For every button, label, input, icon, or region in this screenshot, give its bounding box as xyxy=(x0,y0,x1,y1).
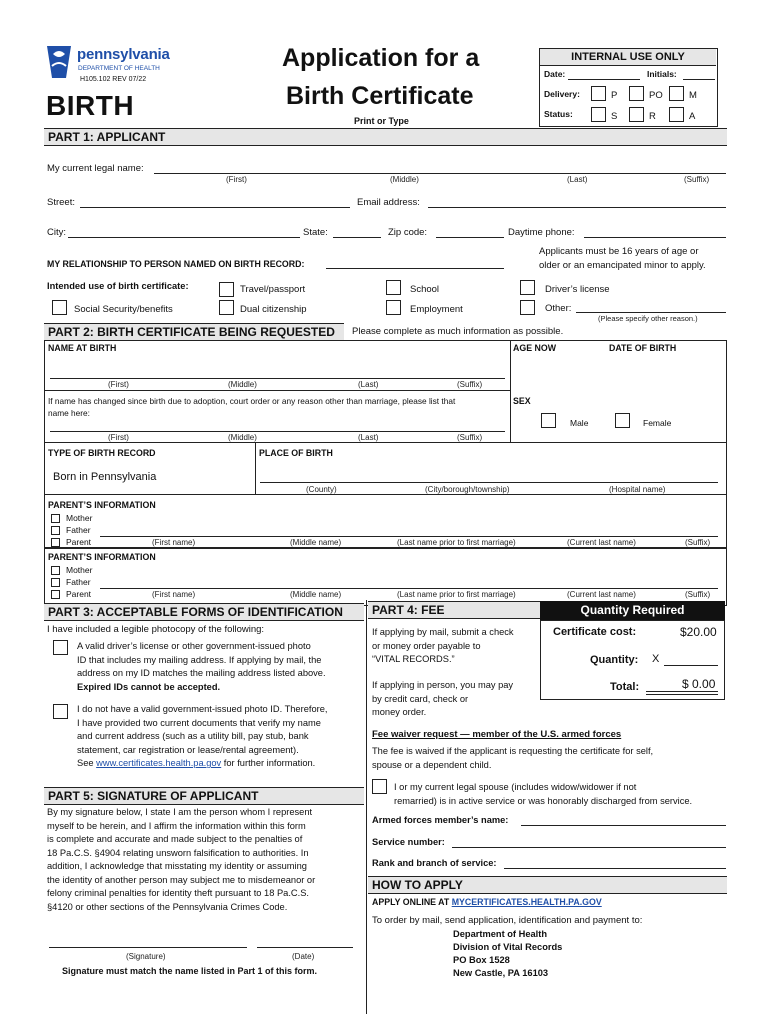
email-label: Email address: xyxy=(357,197,420,208)
use-drivers-label: Driver’s license xyxy=(545,284,610,295)
id-option1-text xyxy=(77,640,362,694)
armed-forces-line1: I or my current legal spouse (includes widow/widower if not xyxy=(394,782,637,792)
city-line[interactable] xyxy=(68,237,300,238)
internal-use-title: INTERNAL USE ONLY xyxy=(540,49,716,66)
street-label: Street: xyxy=(47,197,75,208)
further-info-text: for further information. xyxy=(223,758,316,768)
record-type-value: Born in Pennsylvania xyxy=(53,471,157,483)
parent1-name-line[interactable] xyxy=(100,536,718,537)
relationship-label: MY RELATIONSHIP TO PERSON NAMED ON BIRTH RECORD: xyxy=(47,259,305,269)
part1-header: PART 1: APPLICANT xyxy=(44,128,727,146)
quantity-label: Quantity: xyxy=(590,654,639,666)
id-option2-line3: and current address (such as a utility bill, pay stub, bank xyxy=(77,731,309,741)
id-option1-line3: address on my ID matches the mailing address listed above. xyxy=(77,668,326,678)
nc-suffix-caption: (Suffix) xyxy=(457,433,483,442)
use-dual-label: Dual citizenship xyxy=(240,304,307,315)
parent1-mother-checkbox[interactable] xyxy=(51,514,60,523)
waiver-title: Fee waiver request — member of the U.S. armed forces xyxy=(372,729,622,740)
legal-last-caption: (Last) xyxy=(567,175,588,184)
mycertificates-link[interactable]: MYCERTIFICATES.HEALTH.PA.GOV xyxy=(451,897,602,907)
name-change-note-1: If name has changed since birth due to adoption, court order or any reason other than marriage, please list that xyxy=(48,396,456,406)
nc-last-caption: (Last) xyxy=(358,433,379,442)
parent2-mother-checkbox[interactable] xyxy=(51,566,60,575)
parent2-father-label: Father xyxy=(66,577,91,587)
internal-delivery-label: Delivery: xyxy=(544,89,580,99)
nab-middle-caption: (Middle) xyxy=(228,380,257,389)
internal-initials-line xyxy=(683,79,715,80)
logo-department: DEPARTMENT OF HEALTH xyxy=(78,65,160,72)
p2-lastprior-caption: (Last name prior to first marriage) xyxy=(397,590,516,599)
id-option1-line1: A valid driver’s license or other government-issued photo xyxy=(77,641,311,651)
member-name-line[interactable] xyxy=(521,825,726,826)
zip-line[interactable] xyxy=(436,237,504,238)
rank-branch-label: Rank and branch of service: xyxy=(372,858,497,868)
part5-line4: 18 Pa.C.S. §4904 relating unsworn falsification to authorities. In xyxy=(47,847,309,858)
age-note-2: older or an emancipated minor to apply. xyxy=(539,260,706,271)
waiver-line1: The fee is waived if the applicant is requesting the certificate for self, xyxy=(372,746,654,756)
use-other-line[interactable] xyxy=(576,312,726,313)
use-ss-label: Social Security/benefits xyxy=(74,304,173,315)
part2-header: PART 2: BIRTH CERTIFICATE BEING REQUESTED xyxy=(44,323,344,341)
armed-forces-checkbox[interactable] xyxy=(372,779,387,794)
parent1-parent-checkbox[interactable] xyxy=(51,538,60,547)
id-option2-text xyxy=(77,703,362,771)
other-note: (Please specify other reason.) xyxy=(598,314,698,323)
parent1-mother-label: Mother xyxy=(66,513,93,523)
internal-use-box xyxy=(539,48,718,127)
part3-intro: I have included a legible photocopy of the following: xyxy=(47,624,265,635)
relationship-line[interactable] xyxy=(326,268,504,269)
p1-lastprior-caption: (Last name prior to first marriage) xyxy=(397,538,516,547)
place-of-birth-line[interactable] xyxy=(260,482,718,483)
signature-date-line[interactable] xyxy=(257,947,353,948)
fee-mail-text xyxy=(372,626,537,667)
nab-first-caption: (First) xyxy=(108,380,129,389)
p1-first-caption: (First name) xyxy=(152,538,196,547)
parent2-parent-label: Parent xyxy=(66,589,92,599)
state-line[interactable] xyxy=(333,237,381,238)
address-line4: New Castle, PA 16103 xyxy=(453,968,549,978)
p2-suffix-caption: (Suffix) xyxy=(685,590,711,599)
id-option1-line2: ID that includes my mailing address. If applying by mail, the xyxy=(77,654,322,665)
status-r-checkbox[interactable] xyxy=(629,107,644,122)
parent2-parent-checkbox[interactable] xyxy=(51,590,60,599)
total-value: $ 0.00 xyxy=(682,677,716,691)
hospital-caption: (Hospital name) xyxy=(609,485,666,494)
county-caption: (County) xyxy=(306,485,337,494)
member-name-label: Armed forces member’s name: xyxy=(372,815,509,825)
use-other-checkbox[interactable] xyxy=(520,300,535,315)
total-line xyxy=(646,691,718,692)
p2-current-caption: (Current last name) xyxy=(567,590,636,599)
internal-status-label: Status: xyxy=(544,109,573,119)
rank-branch-line[interactable] xyxy=(504,868,726,869)
internal-date-line xyxy=(568,79,640,80)
parent1-parent-label: Parent xyxy=(66,537,92,547)
part2-note: Please complete as much information as possible. xyxy=(352,326,564,337)
signature-must-match: Signature must match the name listed in Part 1 of this form. xyxy=(62,966,318,976)
id-option2-line5 xyxy=(77,757,362,771)
part5-line8: §4120 or other sections of the Pennsylvania Crimes Code. xyxy=(47,901,288,912)
delivery-p-label: P xyxy=(611,90,618,101)
sex-male-label: Male xyxy=(570,418,589,428)
apply-online-prefix: APPLY ONLINE AT xyxy=(372,897,450,907)
parent2-mother-label: Mother xyxy=(66,565,93,575)
apply-online xyxy=(372,897,602,907)
age-note-1: Applicants must be 16 years of age or xyxy=(539,246,699,257)
total-line-2 xyxy=(646,694,718,695)
armed-forces-line2: remarried) is in active service or was honorably discharged from service. xyxy=(394,795,693,806)
armed-forces-text xyxy=(394,781,728,808)
sex-male-checkbox[interactable] xyxy=(541,413,556,428)
use-school-checkbox[interactable] xyxy=(386,280,401,295)
dob-label: DATE OF BIRTH xyxy=(609,343,677,353)
mail-address xyxy=(453,928,653,980)
part3-header: PART 3: ACCEPTABLE FORMS OF IDENTIFICATION xyxy=(44,603,364,621)
age-now-label: AGE NOW xyxy=(513,343,557,353)
see-text: See xyxy=(77,758,94,768)
city-label: City: xyxy=(47,227,66,238)
place-of-birth-label: PLACE OF BIRTH xyxy=(259,448,333,458)
address-line3: PO Box 1528 xyxy=(453,955,510,965)
fee-person-line1: If applying in person, you may pay xyxy=(372,680,514,690)
certificates-link[interactable]: www.certificates.health.pa.gov xyxy=(96,758,222,768)
delivery-po-checkbox[interactable] xyxy=(629,86,644,101)
id-option2-line1: I do not have a valid government-issued photo ID. Therefore, xyxy=(77,704,328,714)
street-line[interactable] xyxy=(80,207,350,208)
status-s-checkbox[interactable] xyxy=(591,107,606,122)
phone-line[interactable] xyxy=(584,237,726,238)
use-dual-checkbox[interactable] xyxy=(219,300,234,315)
quantity-line[interactable] xyxy=(664,665,718,666)
sex-label: SEX xyxy=(513,396,531,406)
legal-name-label: My current legal name: xyxy=(47,163,144,174)
title-line1: Application for a xyxy=(282,44,480,72)
howto-header: HOW TO APPLY xyxy=(368,876,727,894)
nc-middle-caption: (Middle) xyxy=(228,433,257,442)
name-change-line[interactable] xyxy=(50,431,505,432)
fee-person-line2: by credit card, check or xyxy=(372,693,469,704)
use-employment-checkbox[interactable] xyxy=(386,300,401,315)
address-line2: Division of Vital Records xyxy=(453,942,563,952)
id-option2-line2: I have provided two current documents that verify my name xyxy=(77,717,321,728)
status-a-label: A xyxy=(689,111,696,122)
nab-last-caption: (Last) xyxy=(358,380,379,389)
record-type-label: TYPE OF BIRTH RECORD xyxy=(48,448,156,458)
legal-suffix-caption: (Suffix) xyxy=(684,175,710,184)
internal-initials-label: Initials: xyxy=(647,69,677,79)
delivery-p-checkbox[interactable] xyxy=(591,86,606,101)
p2-middle-caption: (Middle name) xyxy=(290,590,342,599)
use-school-label: School xyxy=(410,284,440,295)
parent2-info-label: PARENT’S INFORMATION xyxy=(48,552,156,562)
sex-female-checkbox[interactable] xyxy=(615,413,630,428)
status-s-label: S xyxy=(611,111,618,122)
p1-middle-caption: (Middle name) xyxy=(290,538,342,547)
legal-middle-caption: (Middle) xyxy=(390,175,419,184)
form-code: H105.102 REV 07/22 xyxy=(80,76,147,83)
p1-current-caption: (Current last name) xyxy=(567,538,636,547)
service-number-line[interactable] xyxy=(452,847,726,848)
cost-value: $20.00 xyxy=(680,625,717,639)
parent2-name-line[interactable] xyxy=(100,588,718,589)
use-drivers-checkbox[interactable] xyxy=(520,280,535,295)
intended-use-label: Intended use of birth certificate: xyxy=(47,281,189,291)
part5-header: PART 5: SIGNATURE OF APPLICANT xyxy=(44,787,364,805)
fee-person-line3: money order. xyxy=(372,707,427,717)
status-a-checkbox[interactable] xyxy=(669,107,684,122)
legal-first-caption: (First) xyxy=(226,175,247,184)
part5-line5: addition, I acknowledge that misstating my identity or assuming xyxy=(47,861,307,871)
print-or-type: Print or Type xyxy=(354,116,409,126)
form-type: BIRTH xyxy=(46,90,135,121)
fee-person-text xyxy=(372,679,537,720)
nab-suffix-caption: (Suffix) xyxy=(457,380,483,389)
delivery-m-label: M xyxy=(689,90,697,101)
signature-line[interactable] xyxy=(49,947,247,948)
phone-label: Daytime phone: xyxy=(508,227,575,238)
delivery-m-checkbox[interactable] xyxy=(669,86,684,101)
use-travel-label: Travel/passport xyxy=(240,284,306,295)
qty-required-header: Quantity Required xyxy=(540,601,725,620)
nc-first-caption: (First) xyxy=(108,433,129,442)
use-other-label: Other: xyxy=(545,303,572,314)
use-ss-checkbox[interactable] xyxy=(52,300,67,315)
part5-line2: myself to be herein, and I affirm the information within this form xyxy=(47,820,306,831)
waiver-line2: spouse or a dependent child. xyxy=(372,759,492,770)
cost-label: Certificate cost: xyxy=(553,626,637,638)
fee-mail-line2: or money order payable to xyxy=(372,640,481,651)
mail-intro: To order by mail, send application, identification and payment to: xyxy=(372,915,643,926)
service-number-label: Service number: xyxy=(372,837,445,847)
signature-caption: (Signature) xyxy=(126,952,166,961)
signature-date-caption: (Date) xyxy=(292,952,315,961)
email-line[interactable] xyxy=(428,207,726,208)
id-option1-line4: Expired IDs cannot be accepted. xyxy=(77,681,221,692)
zip-label: Zip code: xyxy=(388,227,428,238)
internal-date-label: Date: xyxy=(544,69,566,79)
status-r-label: R xyxy=(649,111,656,122)
logo-name: pennsylvania xyxy=(77,46,170,63)
parent1-father-checkbox[interactable] xyxy=(51,526,60,535)
id-option2-line4: statement, car registration or lease/rental agreement). xyxy=(77,744,299,755)
use-employment-label: Employment xyxy=(410,304,463,315)
p1-suffix-caption: (Suffix) xyxy=(685,538,711,547)
legal-name-line[interactable] xyxy=(154,173,726,174)
use-travel-checkbox[interactable] xyxy=(219,282,234,297)
part5-line7: felony criminal penalties for identity theft pursuant to 18 Pa.C.S. xyxy=(47,888,310,898)
parent1-father-label: Father xyxy=(66,525,91,535)
parent1-info-label: PARENT’S INFORMATION xyxy=(48,500,156,510)
fee-mail-line3: “VITAL RECORDS.” xyxy=(372,654,455,664)
waiver-text xyxy=(372,745,727,772)
title-line2: Birth Certificate xyxy=(286,82,474,110)
part5-line6: the identity of another person may subject me to misdemeanor or xyxy=(47,874,316,885)
id-option2-checkbox[interactable] xyxy=(53,704,68,719)
address-line1: Department of Health xyxy=(453,929,548,939)
part5-text xyxy=(47,806,363,914)
p2-first-caption: (First name) xyxy=(152,590,196,599)
state-label: State: xyxy=(303,227,328,238)
parent2-father-checkbox[interactable] xyxy=(51,578,60,587)
part5-line3: is complete and accurate and made subject to the penalties of xyxy=(47,834,303,844)
city-borough-caption: (City/borough/township) xyxy=(425,485,510,494)
total-label: Total: xyxy=(610,681,640,693)
part4-header: PART 4: FEE xyxy=(368,601,540,619)
delivery-po-label: PO xyxy=(649,90,663,101)
name-at-birth-line[interactable] xyxy=(50,378,505,379)
id-option1-checkbox[interactable] xyxy=(53,640,68,655)
quantity-x: X xyxy=(652,653,660,665)
fee-mail-line1: If applying by mail, submit a check xyxy=(372,627,514,637)
keystone-icon xyxy=(44,44,74,80)
part5-line1: By my signature below, I state I am the person whom I represent xyxy=(47,807,313,817)
name-change-note-2: name here: xyxy=(48,408,90,418)
sex-female-label: Female xyxy=(643,418,672,428)
name-at-birth-label: NAME AT BIRTH xyxy=(48,343,117,353)
